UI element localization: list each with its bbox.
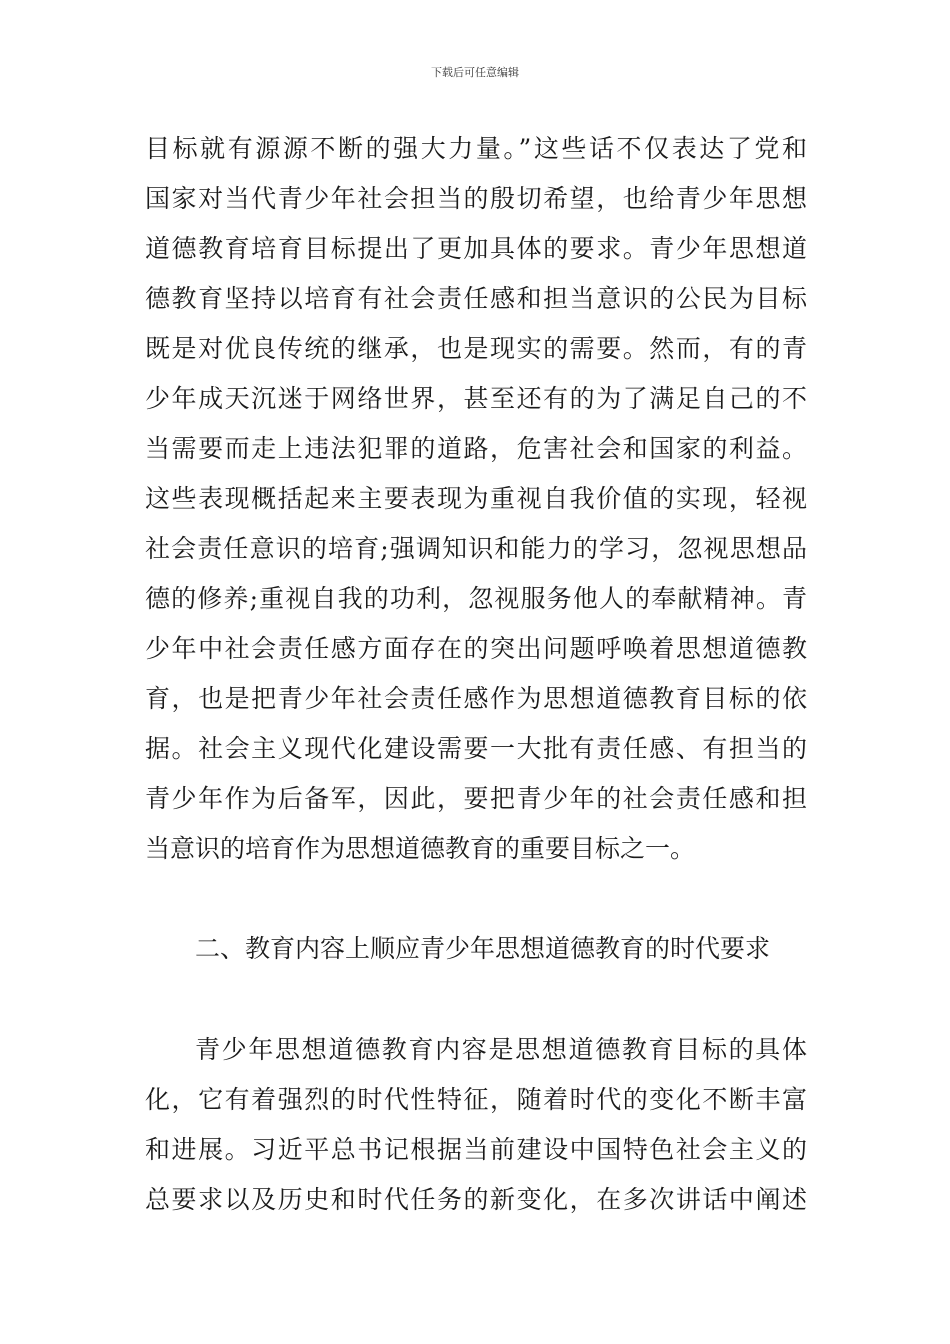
paragraph-1: [145, 124, 807, 874]
text-line: 当需要而走上违法犯罪的道路，危害社会和国家的利益。: [145, 434, 807, 463]
paragraph-2: [145, 1025, 807, 1225]
text-line: 目标就有源源不断的强大力量。”这些话不仅表达了党和: [145, 134, 807, 163]
text-line: 化，它有着强烈的时代性特征，随着时代的变化不断丰富: [145, 1085, 807, 1114]
text-line: 德教育坚持以培育有社会责任感和担当意识的公民为目标: [145, 284, 807, 313]
text-line: 青少年思想道德教育内容是思想道德教育目标的具体: [195, 1035, 807, 1064]
text-line: 道德教育培育目标提出了更加具体的要求。青少年思想道: [145, 234, 807, 263]
text-line: 少年中社会责任感方面存在的突出问题呼唤着思想道德教: [145, 634, 807, 663]
text-line: 这些表现概括起来主要表现为重视自我价值的实现，轻视: [145, 484, 807, 513]
text-line: 德的修养;重视自我的功利，忽视服务他人的奉献精神。青: [145, 584, 807, 613]
text-line: 国家对当代青少年社会担当的殷切希望，也给青少年思想: [145, 184, 807, 213]
text-line: 育，也是把青少年社会责任感作为思想道德教育目标的依: [145, 684, 807, 713]
text-line: 青少年作为后备军，因此，要把青少年的社会责任感和担: [145, 784, 807, 813]
page-header: 下载后可任意编辑: [431, 66, 519, 79]
section-heading-text: 二、教育内容上顺应青少年思想道德教育的时代要求: [195, 934, 771, 963]
text-line: 社会责任意识的培育;强调知识和能力的学习，忽视思想品: [145, 534, 807, 563]
text-line: 和进展。习近平总书记根据当前建设中国特色社会主义的: [145, 1135, 807, 1164]
text-line: 当意识的培育作为思想道德教育的重要目标之一。: [145, 834, 696, 863]
text-line: 少年成天沉迷于网络世界，甚至还有的为了满足自己的不: [145, 384, 807, 413]
section-heading: [145, 924, 807, 974]
text-line: 总要求以及历史和时代任务的新变化，在多次讲话中阐述: [145, 1185, 807, 1214]
text-line: 据。社会主义现代化建设需要一大批有责任感、有担当的: [145, 734, 807, 763]
text-line: 既是对优良传统的继承，也是现实的需要。然而，有的青: [145, 334, 807, 363]
